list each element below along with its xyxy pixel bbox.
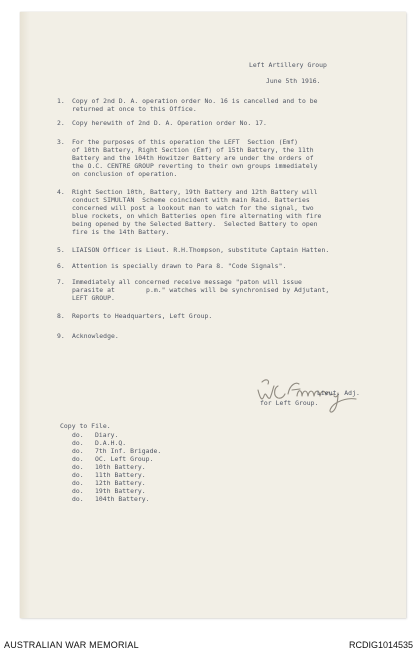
reference-label: RCDIG1014535 — [348, 640, 413, 650]
distribution-name: 11th Battery. — [95, 471, 146, 479]
distribution-name: 12th Battery. — [95, 479, 146, 487]
distribution-prefix: do. — [72, 447, 84, 455]
item-line: Copy herewith of 2nd D. A. Operation order No. 17. — [72, 119, 267, 127]
distribution-name: Diary. — [95, 431, 119, 439]
archive-footer — [0, 638, 417, 654]
item-number: 7. — [57, 278, 65, 286]
item-line: of 10th Battery, Right Section (Emf) of 15th Battery, the 11th — [72, 146, 314, 154]
distribution-name: 19th Battery. — [95, 487, 146, 495]
item-line: the O.C. CENTRE GROUP reverting to their own groups immediately — [72, 162, 318, 170]
institution-label: AUSTRALIAN WAR MEMORIAL — [4, 640, 139, 650]
distribution-prefix: do. — [72, 439, 84, 447]
item-number: 9. — [57, 332, 65, 340]
item-line: Battery and the 104th Howitzer Battery are under the orders of — [72, 154, 314, 162]
item-line: Reports to Headquarters, Left Group. — [72, 312, 213, 320]
item-line: being opened by the Selected Battery. Selected Battery to open — [72, 220, 318, 228]
item-line: LEFT GROUP. — [72, 294, 115, 302]
distribution-prefix: do. — [72, 487, 84, 495]
distribution-name: 7th Inf. Brigade. — [95, 447, 162, 455]
distribution-heading: Copy to File. — [60, 422, 111, 430]
item-line: Attention is specially drawn to Para 8. "Code Signals". — [72, 262, 287, 270]
item-line: concerned will post a lookout man to watch for the signal, two — [72, 204, 314, 212]
signature-rank: Lieut. Adj. — [317, 389, 360, 397]
item-number: 2. — [57, 119, 65, 127]
item-number: 3. — [57, 138, 65, 146]
distribution-name: 10th Battery. — [95, 463, 146, 471]
item-number: 8. — [57, 312, 65, 320]
distribution-prefix: do. — [72, 455, 84, 463]
distribution-prefix: do. — [72, 431, 84, 439]
distribution-name: OC. Left Group. — [95, 455, 154, 463]
item-number: 6. — [57, 262, 65, 270]
item-line: fire is the 14th Battery. — [72, 228, 170, 236]
item-line: Copy of 2nd D. A. operation order No. 16 is cancelled and to be — [72, 97, 318, 105]
item-line: LIAISON Officer is Lieut. R.H.Thompson, substitute Captain Hatten. — [72, 246, 330, 254]
distribution-prefix: do. — [72, 479, 84, 487]
item-line: blue rockets, on which Batteries open fire alternating with fire — [72, 212, 322, 220]
item-number: 1. — [57, 97, 65, 105]
item-number: 5. — [57, 246, 65, 254]
item-line: on conclusion of operation. — [72, 170, 178, 178]
item-line: returned at once to this Office. — [72, 105, 197, 113]
document-sheet — [20, 12, 406, 618]
item-line: parasite at p.m." watches will be synchronised by Adjutant, — [72, 286, 330, 294]
distribution-prefix: do. — [72, 495, 84, 503]
item-line: Acknowledge. — [72, 332, 119, 340]
item-line: For the purposes of this operation the LEFT Section (Emf) — [72, 138, 299, 146]
distribution-prefix: do. — [72, 463, 84, 471]
item-line: Immediately all concerned receive message "paton will issue — [72, 278, 302, 286]
document-date: June 5th 1916. — [266, 77, 321, 85]
item-line: Right Section 10th, Battery, 19th Battery and 12th Battery will — [72, 188, 318, 196]
signature-for: for Left Group. — [260, 399, 319, 407]
item-number: 4. — [57, 188, 65, 196]
distribution-name: 104th Battery. — [95, 495, 150, 503]
item-line: conduct SIMULTAN Scheme coincident with main Raid. Batteries — [72, 196, 310, 204]
document-unit: Left Artillery Group — [249, 61, 327, 69]
distribution-prefix: do. — [72, 471, 84, 479]
distribution-name: D.A.H.Q. — [95, 439, 127, 447]
